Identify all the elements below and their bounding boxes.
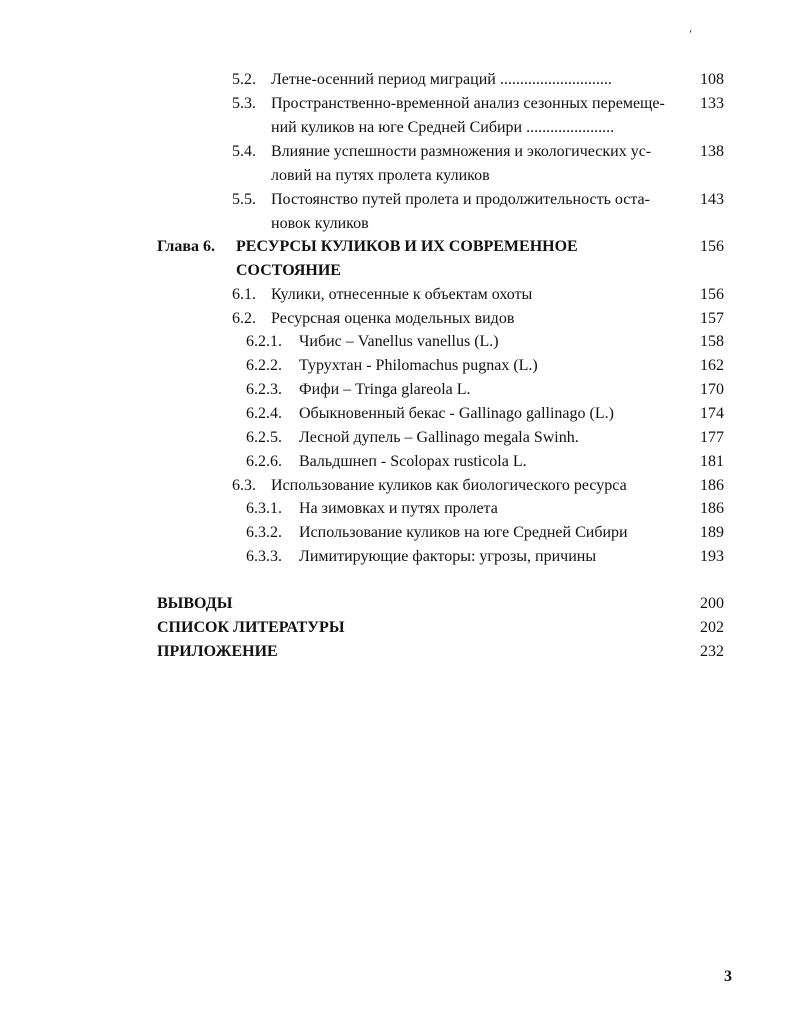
toc-page: 157: [700, 310, 724, 327]
toc-title: Использование куликов на юге Средней Сибири: [299, 524, 628, 541]
top-corner-mark: ‘: [689, 29, 693, 40]
toc-page: 174: [700, 405, 724, 422]
toc-title: Летне-осенний период миграций ............................: [271, 71, 612, 88]
toc-title: Обыкновенный бекас - Gallinago gallinago (L.): [299, 405, 614, 422]
toc-title: Чибис – Vanellus vanellus (L.): [299, 333, 499, 350]
toc-number: 6.1.: [232, 286, 256, 303]
toc-number: 5.3.: [232, 95, 256, 112]
toc-chapter-6-continued: [0, 260, 794, 282]
toc-title: Лимитирующие факторы: угрозы, причины: [299, 548, 597, 565]
toc-page: 162: [700, 357, 724, 374]
toc-title: Турухтан - Philomachus pugnax (L.): [299, 357, 538, 374]
toc-entry-appendix: [0, 641, 794, 663]
toc-entry-5-5: [0, 189, 794, 211]
toc-page: 133: [700, 95, 724, 112]
toc-number: 5.2.: [232, 71, 256, 88]
toc-title: Фифи – Tringa glareola L.: [299, 381, 471, 398]
toc-entry-6-2-4: [0, 403, 794, 425]
toc-title: Вальдшнеп - Scolopax rusticola L.: [299, 453, 527, 470]
toc-entry-6-2-1: [0, 331, 794, 353]
toc-title: ловий на путях пролета куликов: [271, 167, 490, 184]
toc-entry-6-2-3: [0, 379, 794, 401]
toc-title: Ресурсная оценка модельных видов: [271, 310, 515, 327]
toc-title: новок куликов: [271, 215, 369, 232]
toc-number: 6.3.: [232, 477, 256, 494]
toc-entry-references: [0, 617, 794, 639]
toc-title: На зимовках и путях пролета: [299, 500, 498, 517]
toc-number: 6.2.4.: [246, 405, 282, 422]
toc-title: ний куликов на юге Средней Сибири ......................: [271, 119, 615, 136]
page-number: 3: [724, 968, 732, 985]
toc-title: Лесной дупель – Gallinago megala Swinh.: [299, 429, 579, 446]
section-title: ВЫВОДЫ: [157, 595, 233, 612]
toc-page: 200: [700, 595, 724, 612]
toc-chapter-6: [0, 236, 794, 258]
toc-number: 6.3.1.: [246, 500, 282, 517]
toc-number: 6.3.2.: [246, 524, 282, 541]
toc-title: Постоянство путей пролета и продолжительность оста-: [271, 191, 650, 208]
toc-number: 5.5.: [232, 191, 256, 208]
toc-entry-conclusions: [0, 593, 794, 615]
toc-entry-6-3: [0, 475, 794, 497]
toc-title: Кулики, отнесенные к объектам охоты: [271, 286, 533, 303]
toc-entry-6-3-3: [0, 546, 794, 568]
toc-page: 170: [700, 381, 724, 398]
toc-page: 177: [700, 429, 724, 446]
toc-entry-6-2-2: [0, 355, 794, 377]
toc-page: 156: [700, 238, 724, 255]
toc-title: Пространственно-временной анализ сезонных перемеще-: [271, 95, 665, 112]
toc-page: 181: [700, 453, 724, 470]
toc-entry-6-3-1: [0, 498, 794, 520]
toc-entry-5-4-continued: [0, 165, 794, 187]
chapter-label: Глава 6.: [157, 238, 215, 255]
toc-page: 108: [700, 71, 724, 88]
toc-entry-6-2-5: [0, 427, 794, 449]
toc-number: 6.2.1.: [246, 333, 282, 350]
toc-page: 138: [700, 143, 724, 160]
toc-page: 193: [700, 548, 724, 565]
toc-page: 158: [700, 333, 724, 350]
toc-entry-5-3-continued: [0, 117, 794, 139]
toc-title: Влияние успешности размножения и экологических ус-: [271, 143, 652, 160]
toc-page: 202: [700, 619, 724, 636]
toc-page: 232: [700, 643, 724, 660]
toc-page: 189: [700, 524, 724, 541]
toc-number: 6.2.5.: [246, 429, 282, 446]
toc-entry-6-1: [0, 284, 794, 306]
toc-page: 186: [700, 500, 724, 517]
toc-entry-5-2: [0, 69, 794, 91]
toc-entry-5-4: [0, 141, 794, 163]
toc-entry-6-3-2: [0, 522, 794, 544]
toc-page: 143: [700, 191, 724, 208]
chapter-title: РЕСУРСЫ КУЛИКОВ И ИХ СОВРЕМЕННОЕ: [236, 238, 578, 255]
toc-page: 186: [700, 477, 724, 494]
chapter-title: СОСТОЯНИЕ: [236, 262, 341, 279]
toc-number: 6.2.6.: [246, 453, 282, 470]
toc-number: 5.4.: [232, 143, 256, 160]
toc-entry-6-2: [0, 308, 794, 330]
toc-entry-5-5-continued: [0, 213, 794, 235]
toc-entry-5-3: [0, 93, 794, 115]
toc-number: 6.3.3.: [246, 548, 282, 565]
section-title: ПРИЛОЖЕНИЕ: [157, 643, 278, 660]
section-title: СПИСОК ЛИТЕРАТУРЫ: [157, 619, 345, 636]
toc-entry-6-2-6: [0, 451, 794, 473]
toc-title: Использование куликов как биологического ресурса: [271, 477, 627, 494]
toc-number: 6.2.3.: [246, 381, 282, 398]
toc-page: 156: [700, 286, 724, 303]
toc-number: 6.2.2.: [246, 357, 282, 374]
toc-number: 6.2.: [232, 310, 256, 327]
